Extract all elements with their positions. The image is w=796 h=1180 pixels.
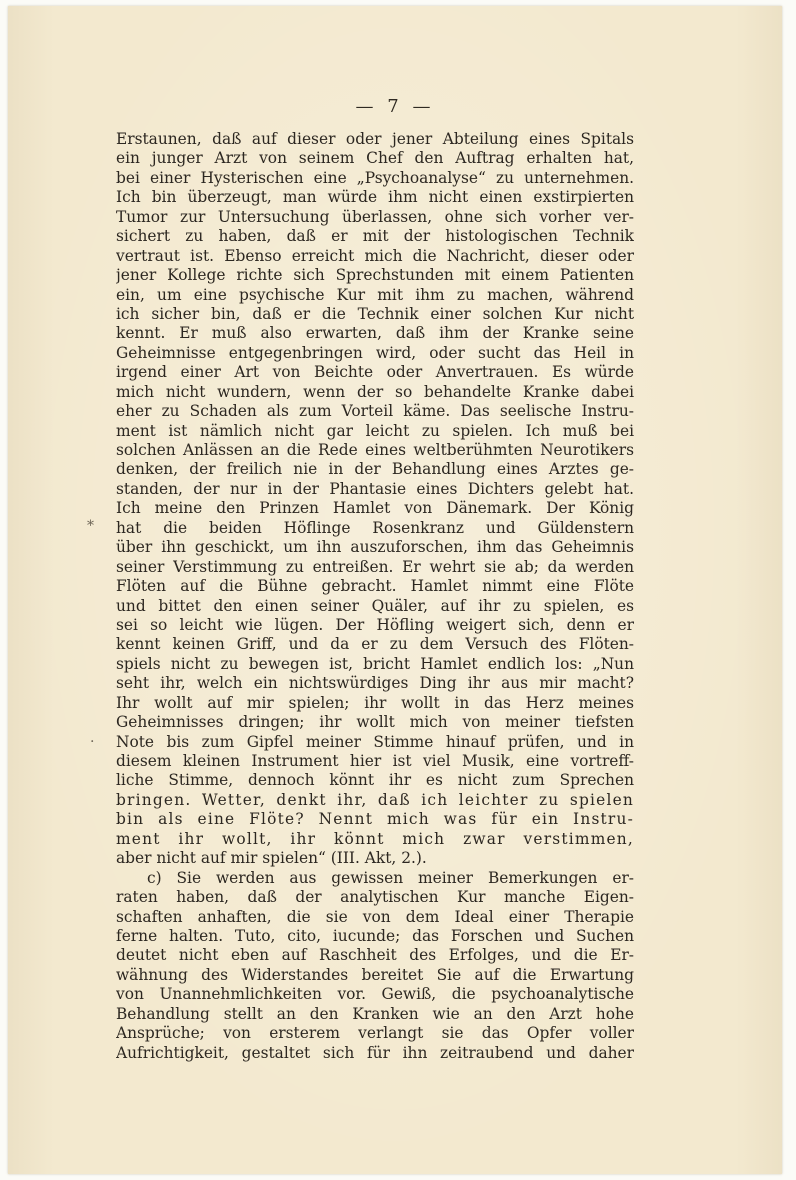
text-line: bin als eine Flöte? Nennt mich was für ein Instru-: [116, 810, 634, 829]
text-line: eher zu Schaden als zum Vorteil käme. Das seelische Instru-: [116, 402, 634, 421]
text-line: mich nicht wundern, wenn der so behandelte Kranke dabei: [116, 382, 634, 401]
text-line: Note bis zum Gipfel meiner Stimme hinauf prüfen, und in: [116, 732, 634, 751]
text-line: diesem kleinen Instrument hier ist viel Musik, eine vortreff-: [116, 752, 634, 770]
text-line: irgend einer Art von Beichte oder Anvertrauen. Es würde: [116, 363, 634, 382]
text-line: Ihr wollt auf mir spielen; ihr wollt in das Herz meines: [116, 693, 634, 712]
page-number: — 7 —: [355, 96, 435, 117]
text-line: ment ist nämlich nicht gar leicht zu spielen. Ich muß bei: [116, 421, 634, 440]
text-line: denken, der freilich nie in der Behandlung eines Arztes ge-: [116, 460, 634, 479]
text-line: wähnung des Widerstandes bereitet Sie auf die Erwartung: [116, 965, 634, 984]
text-line: Aufrichtigkeit, gestaltet sich für ihn zeitraubend und daher: [116, 1043, 634, 1062]
text-line: kennt keinen Griff, und da er zu dem Versuch des Flöten-: [116, 635, 634, 654]
text-line: bei einer Hysterischen eine „Psychoanalyse“ zu unternehmen.: [116, 168, 634, 187]
text-line: spiels nicht zu bewegen ist, bricht Hamlet endlich los: „Nun: [116, 654, 634, 673]
text-line: und bittet den einen seiner Quäler, auf ihr zu spielen, es: [116, 596, 634, 615]
text-line: seiner Verstimmung zu entreißen. Er wehrt sie ab; da werden: [116, 557, 634, 576]
text-line: Ansprüche; von ersterem verlangt sie das Opfer voller: [116, 1024, 634, 1043]
text-line: ein junger Arzt von seinem Chef den Auftrag erhalten hat,: [116, 149, 634, 168]
text-line: deutet nicht eben auf Raschheit des Erfolges, und die Er-: [116, 946, 634, 965]
text-line: sei so leicht wie lügen. Der Höfling weigert sich, denn er: [116, 615, 634, 634]
text-line: Tumor zur Untersuchung überlassen, ohne sich vorher ver-: [116, 207, 634, 226]
text-line: aber nicht auf mir spielen“ (III. Akt, 2.).: [116, 849, 427, 868]
text-line: solchen Anlässen an die Rede eines weltberühmten Neurotikers: [116, 441, 634, 459]
text-line: ferne halten. Tuto, cito, iucunde; das Forschen und Suchen: [116, 926, 634, 945]
text-line: c) Sie werden aus gewissen meiner Bemerkungen er-: [147, 868, 634, 887]
text-line: seht ihr, welch ein nichtswürdiges Ding ihr aus mir macht?: [116, 674, 634, 693]
text-line: liche Stimme, dennoch könnt ihr es nicht zum Sprechen: [116, 771, 634, 790]
book-page: [8, 6, 782, 1174]
text-line: Geheimnisse entgegenbringen wird, oder sucht das Heil in: [116, 343, 634, 362]
text-line: ich sicher bin, daß er die Technik einer solchen Kur nicht: [116, 304, 634, 323]
text-line: Geheimnisses dringen; ihr wollt mich von meiner tiefsten: [116, 713, 634, 732]
text-line: Ich meine den Prinzen Hamlet von Dänemark. Der König: [116, 499, 634, 518]
text-line: kennt. Er muß also erwarten, daß ihm der Kranke seine: [116, 324, 634, 343]
margin-dot-mark: .: [90, 730, 95, 746]
text-line: jener Kollege richte sich Sprechstunden mit einem Patienten: [116, 266, 634, 285]
text-line: vertraut ist. Ebenso erreicht mich die Nachricht, dieser oder: [116, 246, 634, 265]
text-line: standen, der nur in der Phantasie eines Dichters gelebt hat.: [116, 479, 634, 498]
text-line: raten haben, daß der analytischen Kur manche Eigen-: [116, 888, 634, 907]
text-line: bringen. Wetter, denkt ihr, daß ich leichter zu spielen: [116, 790, 634, 809]
text-line: von Unannehmlichkeiten vor. Gewiß, die psychoanalytische: [116, 985, 634, 1004]
text-line: Erstaunen, daß auf dieser oder jener Abteilung eines Spitals: [116, 130, 634, 148]
text-line: ein, um eine psychische Kur mit ihm zu machen, während: [116, 285, 634, 304]
text-line: sichert zu haben, daß er mit der histologischen Technik: [116, 227, 634, 246]
text-line: Behandlung stellt an den Kranken wie an den Arzt hohe: [116, 1004, 634, 1023]
text-line: Flöten auf die Bühne gebracht. Hamlet nimmt eine Flöte: [116, 577, 634, 596]
text-line: über ihn geschickt, um ihn auszuforschen, ihm das Geheimnis: [116, 538, 634, 557]
text-line: ment ihr wollt, ihr könnt mich zwar verstimmen,: [116, 829, 634, 848]
text-line: schaften anhaften, die sie von dem Ideal einer Therapie: [116, 907, 634, 926]
body-text: [116, 130, 634, 1063]
margin-asterisk-mark: *: [87, 518, 94, 534]
text-line: hat die beiden Höflinge Rosenkranz und Güldenstern: [116, 518, 634, 537]
text-line: Ich bin überzeugt, man würde ihm nicht einen exstirpierten: [116, 188, 634, 207]
